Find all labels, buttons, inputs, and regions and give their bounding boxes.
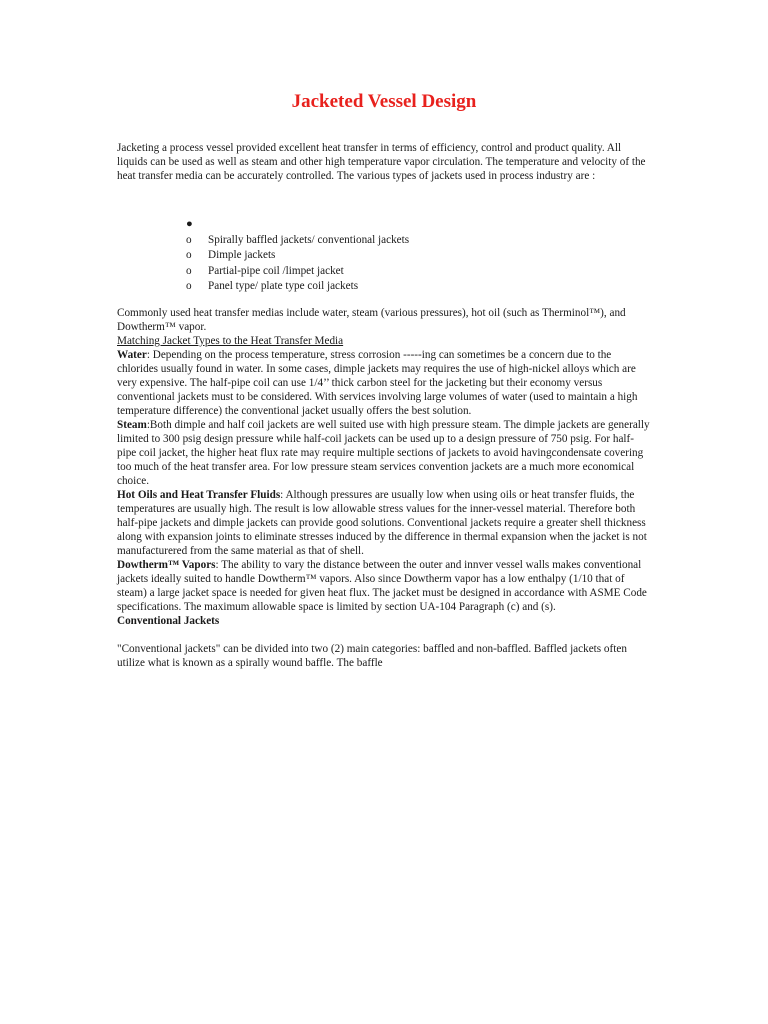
steam-text: :Both dimple and half coil jackets are well suited use with high pressure steam. The dimple jackets are generally limited to 300 psig design pressure while half-coil jackets can be used up to a design pressure of 750 psig. For half-pipe coil jacket, the higher heat flux rate may require multiple sections of jackets to avoid havingcondensate covering too much of the heat transfer area. For low pressure steam services convention jackets are a much more economical choice. xyxy=(117,419,650,487)
section-heading-conventional: Conventional Jackets xyxy=(117,615,220,627)
hot-oils-label: Hot Oils and Heat Transfer Fluids xyxy=(117,489,281,501)
conventional-paragraph: "Conventional jackets" can be divided into two (2) main categories: baffled and non-baffled. Baffled jackets often utilize what is known as a spirally wound baffle. The baffle xyxy=(117,643,627,669)
list-item-text: Panel type/ plate type coil jackets xyxy=(208,280,359,292)
list-item-text: Partial-pipe coil /limpet jacket xyxy=(208,264,344,277)
water-paragraph xyxy=(117,348,653,418)
hot-oils-paragraph xyxy=(117,488,653,558)
hot-oils-text: : Although pressures are usually low when using oils or heat transfer fluids, the temperatures are usually high. The result is low allowable stress values for the inner-vessel material. Therefore both half-pipe jackets and dimple jackets can provide good solutions. Conventional jackets require a greater shell thickness along with expansion joints to eliminate stresses induced by the difference in thermal expansion when the jacket is not manufacturered from the same material as that of shell. xyxy=(117,489,647,557)
dowtherm-label: Dowtherm™ Vapors xyxy=(117,559,216,571)
dowtherm-paragraph xyxy=(117,558,653,614)
list-item xyxy=(186,248,606,264)
list-item xyxy=(186,233,606,249)
bullet-marker: o xyxy=(186,280,192,292)
media-paragraph: Commonly used heat transfer medias include water, steam (various pressures), hot oil (such as Therminol™), and Dowtherm™ vapor. xyxy=(117,307,626,333)
intro-paragraph: Jacketing a process vessel provided excellent heat transfer in terms of efficiency, control and product quality. All liquids can be used as well as steam and other high temperature vapor circulation. The temperature and velocity of the heat transfer media can be accurately controlled. The various types of jackets used in process industry are : xyxy=(117,142,646,182)
bullet-marker: o xyxy=(186,233,192,246)
list-item-text: Spirally baffled jackets/ conventional jackets xyxy=(208,233,410,246)
paragraph-spacer xyxy=(117,628,653,642)
bullet-marker: o xyxy=(186,249,192,261)
section-heading-matching: Matching Jacket Types to the Heat Transfer Media xyxy=(117,335,344,347)
dowtherm-text: : The ability to vary the distance between the outer and innver vessel walls makes conventional jackets ideally suited to handle Dowtherm™ vapors. Also since Dowtherm vapor has a low enthalpy (1/10 that of steam) a large jacket space is needed for given heat flux. The jacket must be designed in accordance with ASME Code specifications. The maximum allowable space is limited by section UA-104 Paragraph (c) and (s). xyxy=(117,559,647,613)
bullet-marker: o xyxy=(186,264,192,277)
jacket-types-list xyxy=(186,217,606,295)
water-text: : Depending on the process temperature, stress corrosion -----ing can sometimes be a concern due to the chlorides usually found in water. In some cases, dimple jackets may requires the use of high-nickel alloys which are very expensive. The half-pipe coil can use 1/4’’ thick carbon steel for the jacketing but their economy versus conventional jackets must to be considered. With services involving large volumes of water (used to maintain a high temperature difference) the conventional jacket usually offers the best solution. xyxy=(117,349,638,417)
list-item xyxy=(186,264,606,280)
list-item-text: Dimple jackets xyxy=(208,249,276,261)
list-item xyxy=(186,279,606,295)
steam-paragraph xyxy=(117,418,653,488)
document-title: Jacketed Vessel Design xyxy=(291,91,477,112)
steam-label: Steam xyxy=(117,419,147,431)
document-body xyxy=(117,306,653,670)
bullet-marker: ● xyxy=(186,218,193,230)
water-label: Water xyxy=(117,349,147,361)
list-item xyxy=(186,217,606,233)
